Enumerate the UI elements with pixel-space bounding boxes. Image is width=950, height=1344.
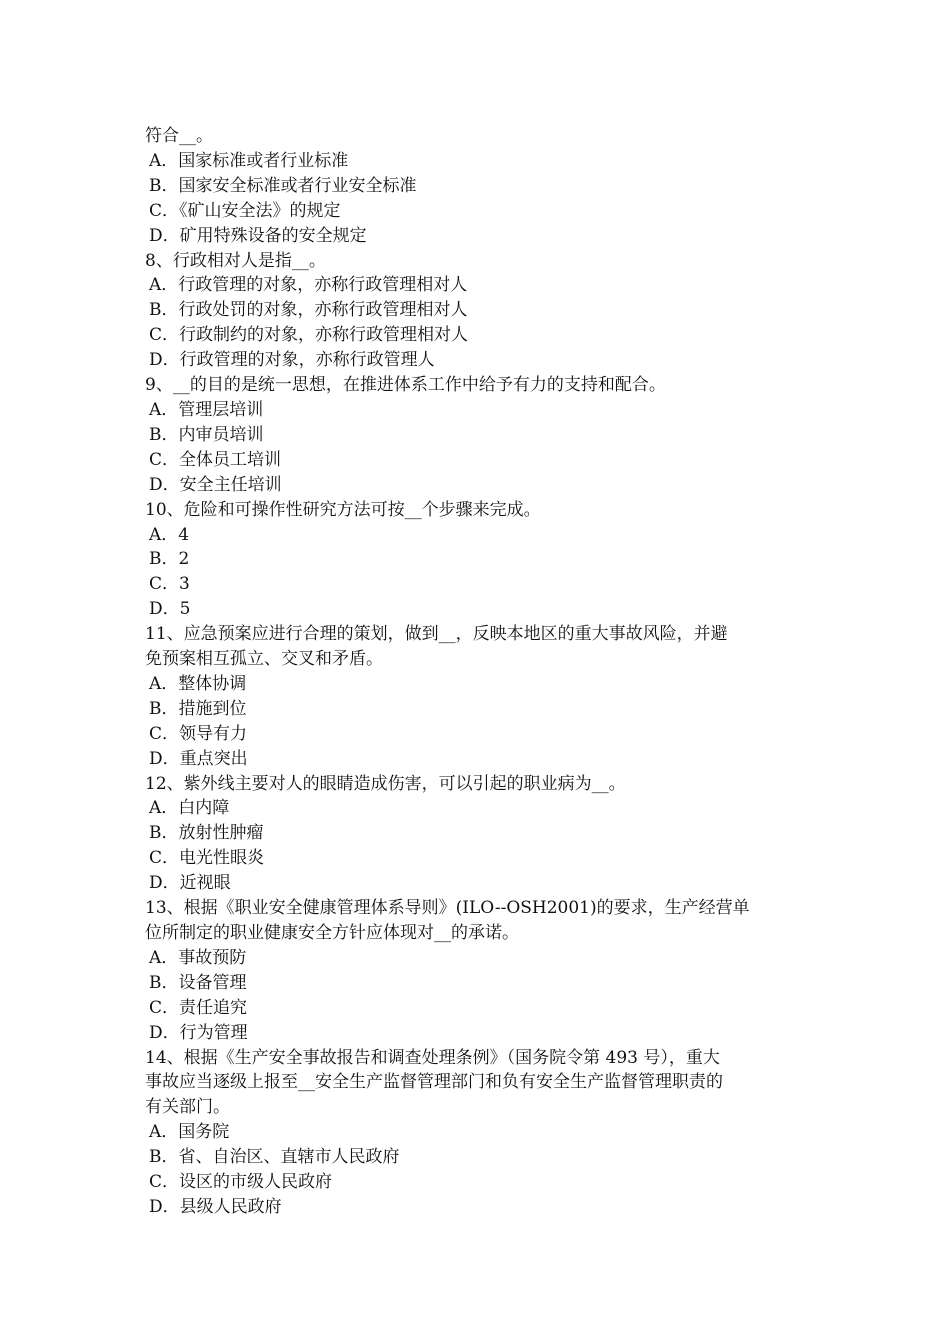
question-text: 符合__。 xyxy=(145,126,213,146)
question-text: 免预案相互孤立、交叉和矛盾。 xyxy=(145,649,383,670)
answer-option: C．行政制约的对象，亦称行政管理相对人 xyxy=(149,325,469,346)
answer-option: C．电光性眼炎 xyxy=(149,848,265,869)
answer-option: D．近视眼 xyxy=(149,873,231,894)
answer-option: D．重点突出 xyxy=(149,748,248,769)
answer-option: B．2 xyxy=(149,549,190,570)
answer-option: A．白内障 xyxy=(149,798,230,819)
answer-option: A．整体协调 xyxy=(149,673,247,694)
answer-option: B．内审员培训 xyxy=(149,424,264,445)
question-text: 有关部门。 xyxy=(145,1097,230,1118)
answer-option: A．4 xyxy=(149,524,190,545)
answer-option: D．矿用特殊设备的安全规定 xyxy=(149,225,367,246)
question-text: 事故应当逐级上报至__安全生产监督管理部门和负有安全生产监督管理职责的 xyxy=(145,1072,723,1093)
answer-option: C．3 xyxy=(149,574,190,595)
question-text: 10、危险和可操作性研究方法可按__个步骤来完成。 xyxy=(145,499,541,520)
answer-option: C．领导有力 xyxy=(149,723,248,744)
question-text: 9、__的目的是统一思想，在推进体系工作中给予有力的支持和配合。 xyxy=(145,375,666,396)
answer-option: D．行政管理的对象，亦称行政管理人 xyxy=(149,350,435,371)
answer-option: B．国家安全标准或者行业安全标准 xyxy=(149,175,417,196)
question-text: 12、紫外线主要对人的眼睛造成伤害，可以引起的职业病为__。 xyxy=(145,773,626,794)
answer-option: B．措施到位 xyxy=(149,698,247,719)
question-text: 13、根据《职业安全健康管理体系导则》(ILO--OSH2001)的要求，生产经营单 xyxy=(145,898,750,919)
answer-option: D．5 xyxy=(149,599,191,620)
answer-option: B．放射性肿瘤 xyxy=(149,823,264,844)
answer-option: A．管理层培训 xyxy=(149,399,264,420)
answer-option: A．行政管理的对象，亦称行政管理相对人 xyxy=(149,275,468,296)
answer-option: D．县级人民政府 xyxy=(149,1196,282,1217)
answer-option: B．设备管理 xyxy=(149,972,247,993)
answer-option: A．事故预防 xyxy=(149,947,247,968)
question-text: 11、应急预案应进行合理的策划，做到__，反映本地区的重大事故风险，并避 xyxy=(145,624,728,645)
answer-option: C．《矿山安全法》的规定 xyxy=(149,200,341,221)
answer-option: B．省、自治区、直辖市人民政府 xyxy=(149,1147,400,1168)
answer-option: D．安全主任培训 xyxy=(149,474,282,495)
answer-option: B．行政处罚的对象，亦称行政管理相对人 xyxy=(149,300,468,321)
question-text: 14、根据《生产安全事故报告和调查处理条例》（国务院令第 493 号），重大 xyxy=(145,1047,720,1068)
answer-option: A．国家标准或者行业标准 xyxy=(149,150,349,171)
answer-option: C．全体员工培训 xyxy=(149,449,282,470)
answer-option: C．责任追究 xyxy=(149,997,248,1018)
document-body xyxy=(145,124,810,1220)
question-text: 位所制定的职业健康安全方针应体现对__的承诺。 xyxy=(145,923,519,943)
answer-option: C．设区的市级人民政府 xyxy=(149,1172,333,1193)
question-text: 8、行政相对人是指__。 xyxy=(145,250,326,271)
answer-option: D．行为管理 xyxy=(149,1022,248,1043)
answer-option: A．国务院 xyxy=(149,1122,230,1143)
